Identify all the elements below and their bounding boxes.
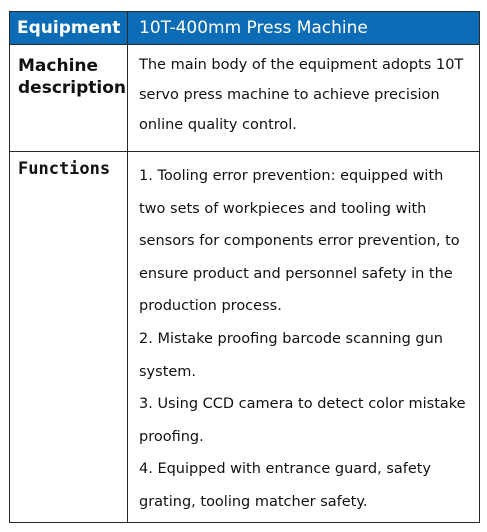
description-text	[128, 45, 480, 152]
description-text-line: servo press machine to achieve precision	[139, 87, 440, 103]
description-label-line: description	[18, 78, 127, 98]
description-label-line: Machine	[18, 56, 99, 76]
functions-text-line: system.	[139, 363, 197, 380]
functions-text-line: 1. Tooling error prevention: equipped with	[139, 168, 444, 184]
functions-text-line: 3. Using CCD camera to detect color mistake	[139, 396, 466, 413]
description-text-line: The main body of the equipment adopts 10T	[139, 57, 464, 73]
functions-text-line: 4. Equipped with entrance guard, safety	[139, 461, 432, 478]
table-header-row	[10, 12, 480, 45]
functions-text-line: proofing.	[139, 428, 204, 445]
functions-text-line: two sets of workpieces and tooling with	[139, 200, 427, 217]
functions-text-line: 2. Mistake proofing barcode scanning gun	[139, 330, 443, 347]
table-row-functions	[10, 152, 480, 523]
functions-text-line: grating, tooling matcher safety.	[139, 493, 368, 510]
equipment-label: Equipment	[10, 12, 128, 45]
functions-text-line: production process.	[139, 298, 282, 315]
description-label	[10, 45, 128, 152]
equipment-name: 10T-400mm Press Machine	[128, 12, 480, 45]
functions-text	[128, 152, 480, 523]
functions-label	[10, 152, 128, 523]
functions-label-line: Functions	[18, 159, 111, 179]
table-row-description	[10, 45, 480, 152]
description-text-line: online quality control.	[139, 117, 297, 133]
functions-text-line: ensure product and personnel safety in the	[139, 265, 453, 282]
equipment-spec-table	[9, 11, 480, 523]
functions-text-line: sensors for components error prevention, to	[139, 233, 460, 250]
